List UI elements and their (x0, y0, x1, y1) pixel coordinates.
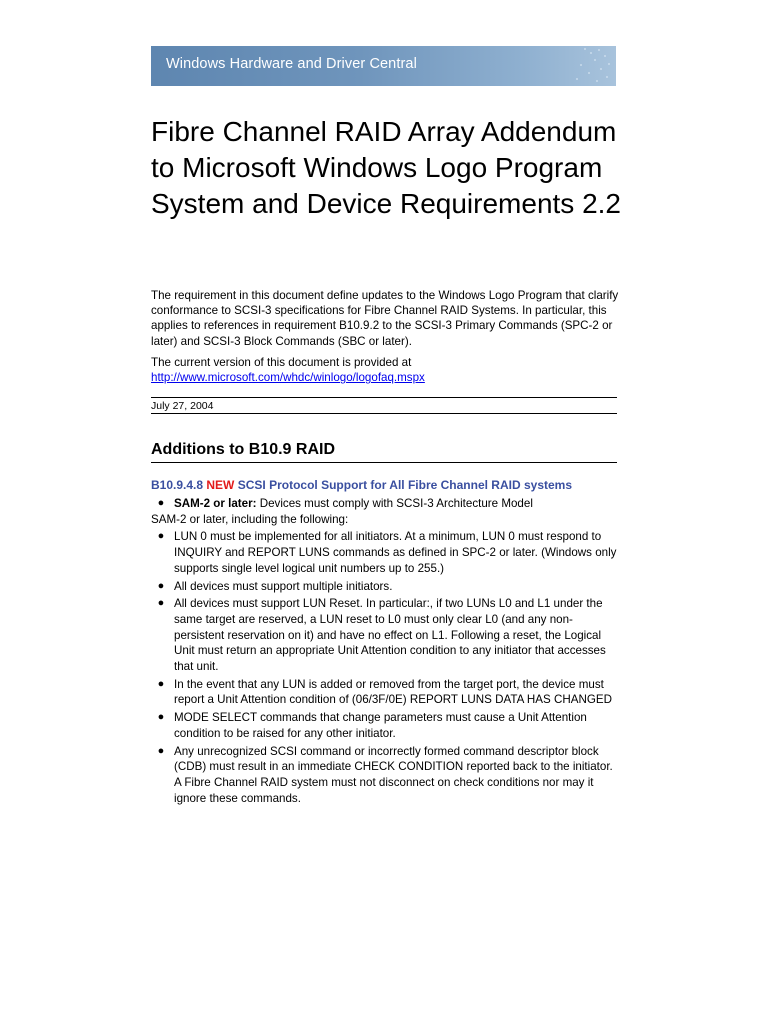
new-tag: NEW (206, 478, 235, 492)
list-item (151, 579, 621, 595)
list-item-sam (151, 496, 621, 527)
sam-label: SAM-2 or later: (174, 497, 257, 510)
bullet-icon: ● (157, 597, 165, 610)
bullet-icon: ● (157, 530, 165, 543)
list-item-text: In the event that any LUN is added or removed from the target port, the device must report a Unit Attention condition of (06/3F/0E) REPORT LUNS DATA HAS CHANGED (174, 677, 612, 707)
bullet-icon: ● (157, 711, 165, 724)
site-banner (151, 46, 616, 86)
requirement-number: B10.9.4.8 (151, 478, 204, 492)
list-item-text: MODE SELECT commands that change parameters must cause a Unit Attention condition to be raised for any other initiator. (174, 711, 587, 740)
sam-text: Devices must comply with SCSI-3 Architecture Model (259, 497, 533, 510)
section-heading: Additions to B10.9 RAID (151, 441, 336, 458)
document-title: Fibre Channel RAID Array Addendum to Microsoft Windows Logo Program System and Device Requirements 2.2 (151, 116, 621, 219)
list-item (151, 529, 621, 576)
divider-bottom (151, 413, 617, 414)
requirement-list (151, 496, 621, 808)
requirement-heading (151, 478, 572, 493)
list-item (151, 710, 621, 741)
banner-title: Windows Hardware and Driver Central (166, 56, 417, 72)
version-text: The current version of this document is provided at (151, 356, 412, 369)
banner-decoration (546, 46, 616, 86)
list-item-text: All devices must support LUN Reset. In particular:, if two LUNs L0 and L1 under the same target are reserved, a LUN reset to L0 must only clear L0 (and any non-persistent reservation on it) and have no effect on L1. Following a reset, the Logical Unit must return an appropriate Unit Attention condition to any initiator that accesses that unit. (174, 597, 606, 674)
list-item (151, 744, 621, 807)
intro-paragraph: The requirement in this document define updates to the Windows Logo Program that clarify conformance to SCSI-3 specifications for Fibre Channel RAID Systems. In particular, this applies to references in requirement B10.9.2 to the SCSI-3 Primary Commands (SPC-2 or later) and SCSI-3 Block Commands (SBC or later). (151, 289, 619, 348)
list-item-text: LUN 0 must be implemented for all initiators. At a minimum, LUN 0 must respond to INQUIRY and REPORT LUNS commands as defined in SPC-2 or later. (Windows only supports single level logical unit numbers up to 255.) (174, 530, 617, 575)
sam-continuation: SAM-2 or later, including the following: (151, 512, 349, 526)
bullet-icon: ● (157, 579, 165, 592)
version-paragraph (151, 355, 621, 385)
requirement-title: SCSI Protocol Support for All Fibre Channel RAID systems (237, 478, 572, 492)
section-divider (151, 462, 617, 463)
bullet-icon: ● (157, 744, 165, 757)
logo-faq-link[interactable]: http://www.microsoft.com/whdc/winlogo/logofaq.mspx (151, 371, 425, 385)
bullet-icon: ● (157, 677, 165, 690)
sam-first-line (151, 496, 621, 512)
list-item-text: Any unrecognized SCSI command or incorrectly formed command descriptor block (CDB) must result in an immediate CHECK CONDITION reported back to the initiator. A Fibre Channel RAID system must not disconnect on check conditions nor may it ignore these commands. (174, 744, 613, 805)
list-item-text: All devices must support multiple initiators. (174, 579, 393, 593)
bullet-icon: ● (157, 497, 165, 509)
list-item (151, 596, 621, 675)
divider-top (151, 397, 617, 398)
document-date: July 27, 2004 (151, 400, 214, 412)
list-item (151, 677, 621, 708)
